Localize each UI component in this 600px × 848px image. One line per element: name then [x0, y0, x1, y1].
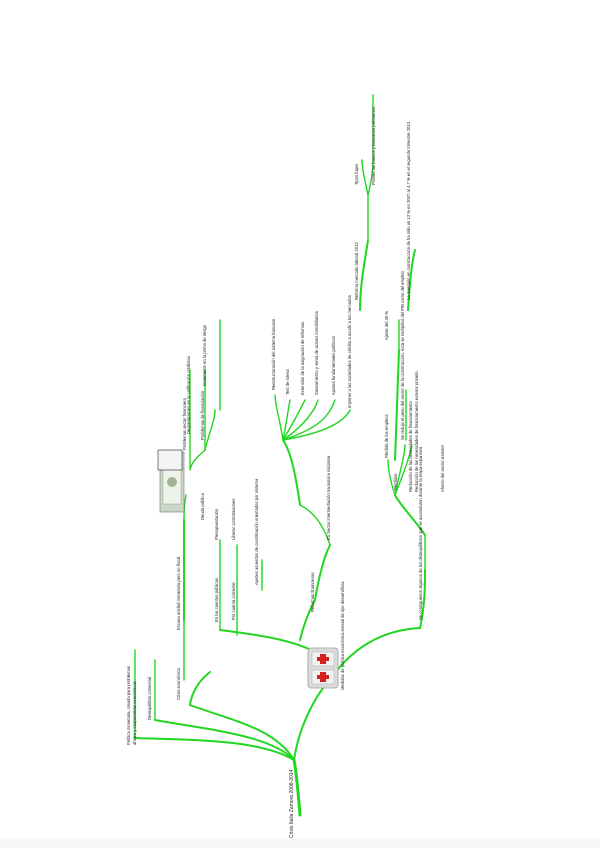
branch-b4c-label: Problemas de financiación [200, 390, 205, 440]
branch-b7a-label: Tipos bajos [354, 163, 359, 185]
branch-b4b-label: Degradaciones en la calificación crediticia [186, 356, 191, 434]
branch-b5a2-label: Por cuenta corriente [231, 582, 236, 620]
branch-b5b1-label: Reestructuración del sistema bancario [271, 318, 276, 390]
branch-b6a4-label: Reducción de las necesidades de financiamiento exterior privado [414, 371, 419, 492]
branch-b1b-label: ahorro y cooperativas económicas [132, 681, 137, 745]
branch-b3-label: Crisis económica [176, 668, 181, 700]
branch-b6-label: Se consiguieron algunos de los desequilibrios que se acumularon durante la etapa expansiva [418, 446, 423, 620]
branch-b5b-sub-label: En Sector intermediación nacional e iniciativa [326, 455, 331, 540]
branch-b5b2-label: Test de stress [285, 369, 290, 395]
branch-b5a2a-label: Liberar contrataciones [231, 498, 236, 540]
branch-b7b-label: Problemas bancos y bancarios préstamos [371, 107, 376, 185]
branch-b5a-label: En las cuentas públicas [214, 578, 219, 622]
branch-b6a5-label: Ahorro del sector exterior [440, 444, 445, 492]
branch-b5b5-label: Ajustes fundamentales políticos [331, 336, 336, 395]
branch-b2-label: Desequilibrio comercial [147, 676, 152, 720]
branch-b5a2b-label: Ajustes acuerdos de coordinación orientados por sistema [254, 478, 259, 585]
branch-b6a2-label: Se redujo el peso del sector de la construcción, ésta se multiplicó del PIB como del empleo [400, 271, 405, 440]
branch-b1-label: Política monetaria, creada para problemas [126, 666, 131, 745]
branch-b5b-label: Reformas financieras [310, 572, 315, 612]
branch-b4a-label: Problemas sector financiero [182, 398, 187, 450]
branch-b5-label: Medidas de política económica estatal de tipo desarrollista [340, 581, 345, 690]
root-label: Crisis Italia Zamora 2008-2014 [289, 769, 295, 838]
branch-b5b3-label: Extensión de la asignación de reformas [300, 321, 305, 395]
branch-b4-label: Escasa unidad monetaria pero no fiscal [176, 556, 181, 630]
branch-b6a3-label: Reducción de las necesidades de financiamiento [408, 401, 413, 492]
branch-b5b4-label: Saneamiento y venta de activos inmobiliarios [314, 311, 319, 395]
branch-b7-label: Reforma mercado laboral 2012 [354, 242, 359, 300]
branch-b4c-sub-label: Incremento en la prima de riesgo [202, 324, 207, 386]
money-stack-icon [158, 450, 184, 512]
branch-b4-sub-label: Deuda pública [200, 493, 205, 520]
branch-b6a-label: Pérdidas [393, 473, 398, 490]
branch-b6a2a-label: La inversión en construcción de ha sido un 12 % en 2007 al 4,7 % en el segundo trimestre 2013 [406, 121, 411, 300]
branch-b5a1-label: Presupuestación [214, 508, 219, 540]
branch-b6a1-label: Pérdida de los empleos [384, 414, 389, 458]
first-aid-kit-icon [308, 648, 338, 688]
branch-b5b6-label: Imponer a las sociedades de crédito a acudir a los mercados [347, 295, 352, 408]
page-footer-strip [0, 838, 600, 848]
branch-b6a1a-label: Ajuste del 35 % [384, 310, 389, 340]
